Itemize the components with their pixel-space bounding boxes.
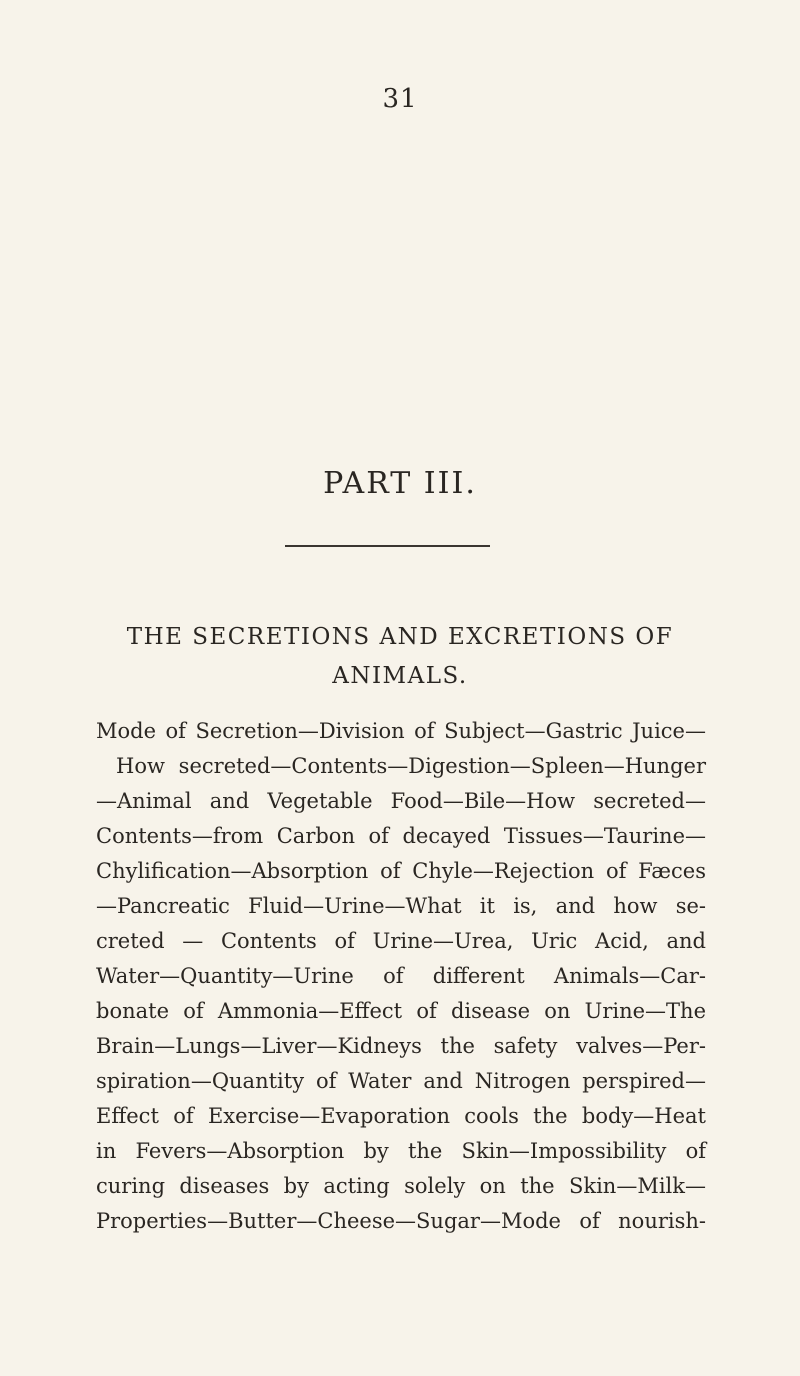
summary-line: —Animal and Vegetable Food—Bile—How secreted— [96,789,706,813]
summary-line: spiration—Quantity of Water and Nitrogen perspired— [96,1069,706,1093]
summary-line: in Fevers—Absorption by the Skin—Impossibility of [96,1139,706,1163]
summary-line: Properties—Butter—Cheese—Sugar—Mode of nourish- [96,1209,706,1233]
summary-line: bonate of Ammonia—Effect of disease on Urine—The [96,999,706,1023]
summary-line: Brain—Lungs—Liver—Kidneys the safety valves—Per- [96,1034,706,1058]
part-heading: PART III. [323,466,477,501]
summary-line: How secreted—Contents—Digestion—Spleen—Hunger [116,754,706,778]
page-number: 31 [382,84,418,114]
chapter-summary [96,714,706,1239]
section-title [95,618,705,696]
horizontal-rule [285,545,490,547]
summary-line: creted — Contents of Urine—Urea, Uric Acid, and [96,929,706,953]
summary-line: curing diseases by acting solely on the Skin—Milk— [96,1174,706,1198]
section-title-line-2: ANIMALS. [332,663,468,689]
summary-line: Effect of Exercise—Evaporation cools the body—Heat [96,1104,706,1128]
summary-line: Water—Quantity—Urine of different Animals—Car- [96,964,706,988]
summary-line: Mode of Secretion—Division of Subject—Gastric Juice— [96,719,706,743]
section-title-line-1: THE SECRETIONS AND EXCRETIONS OF [126,624,674,650]
summary-line: Contents—from Carbon of decayed Tissues—Taurine— [96,824,706,848]
summary-line: —Pancreatic Fluid—Urine—What it is, and how se- [96,894,706,918]
summary-line: Chylification—Absorption of Chyle—Rejection of Fæces [96,859,706,883]
